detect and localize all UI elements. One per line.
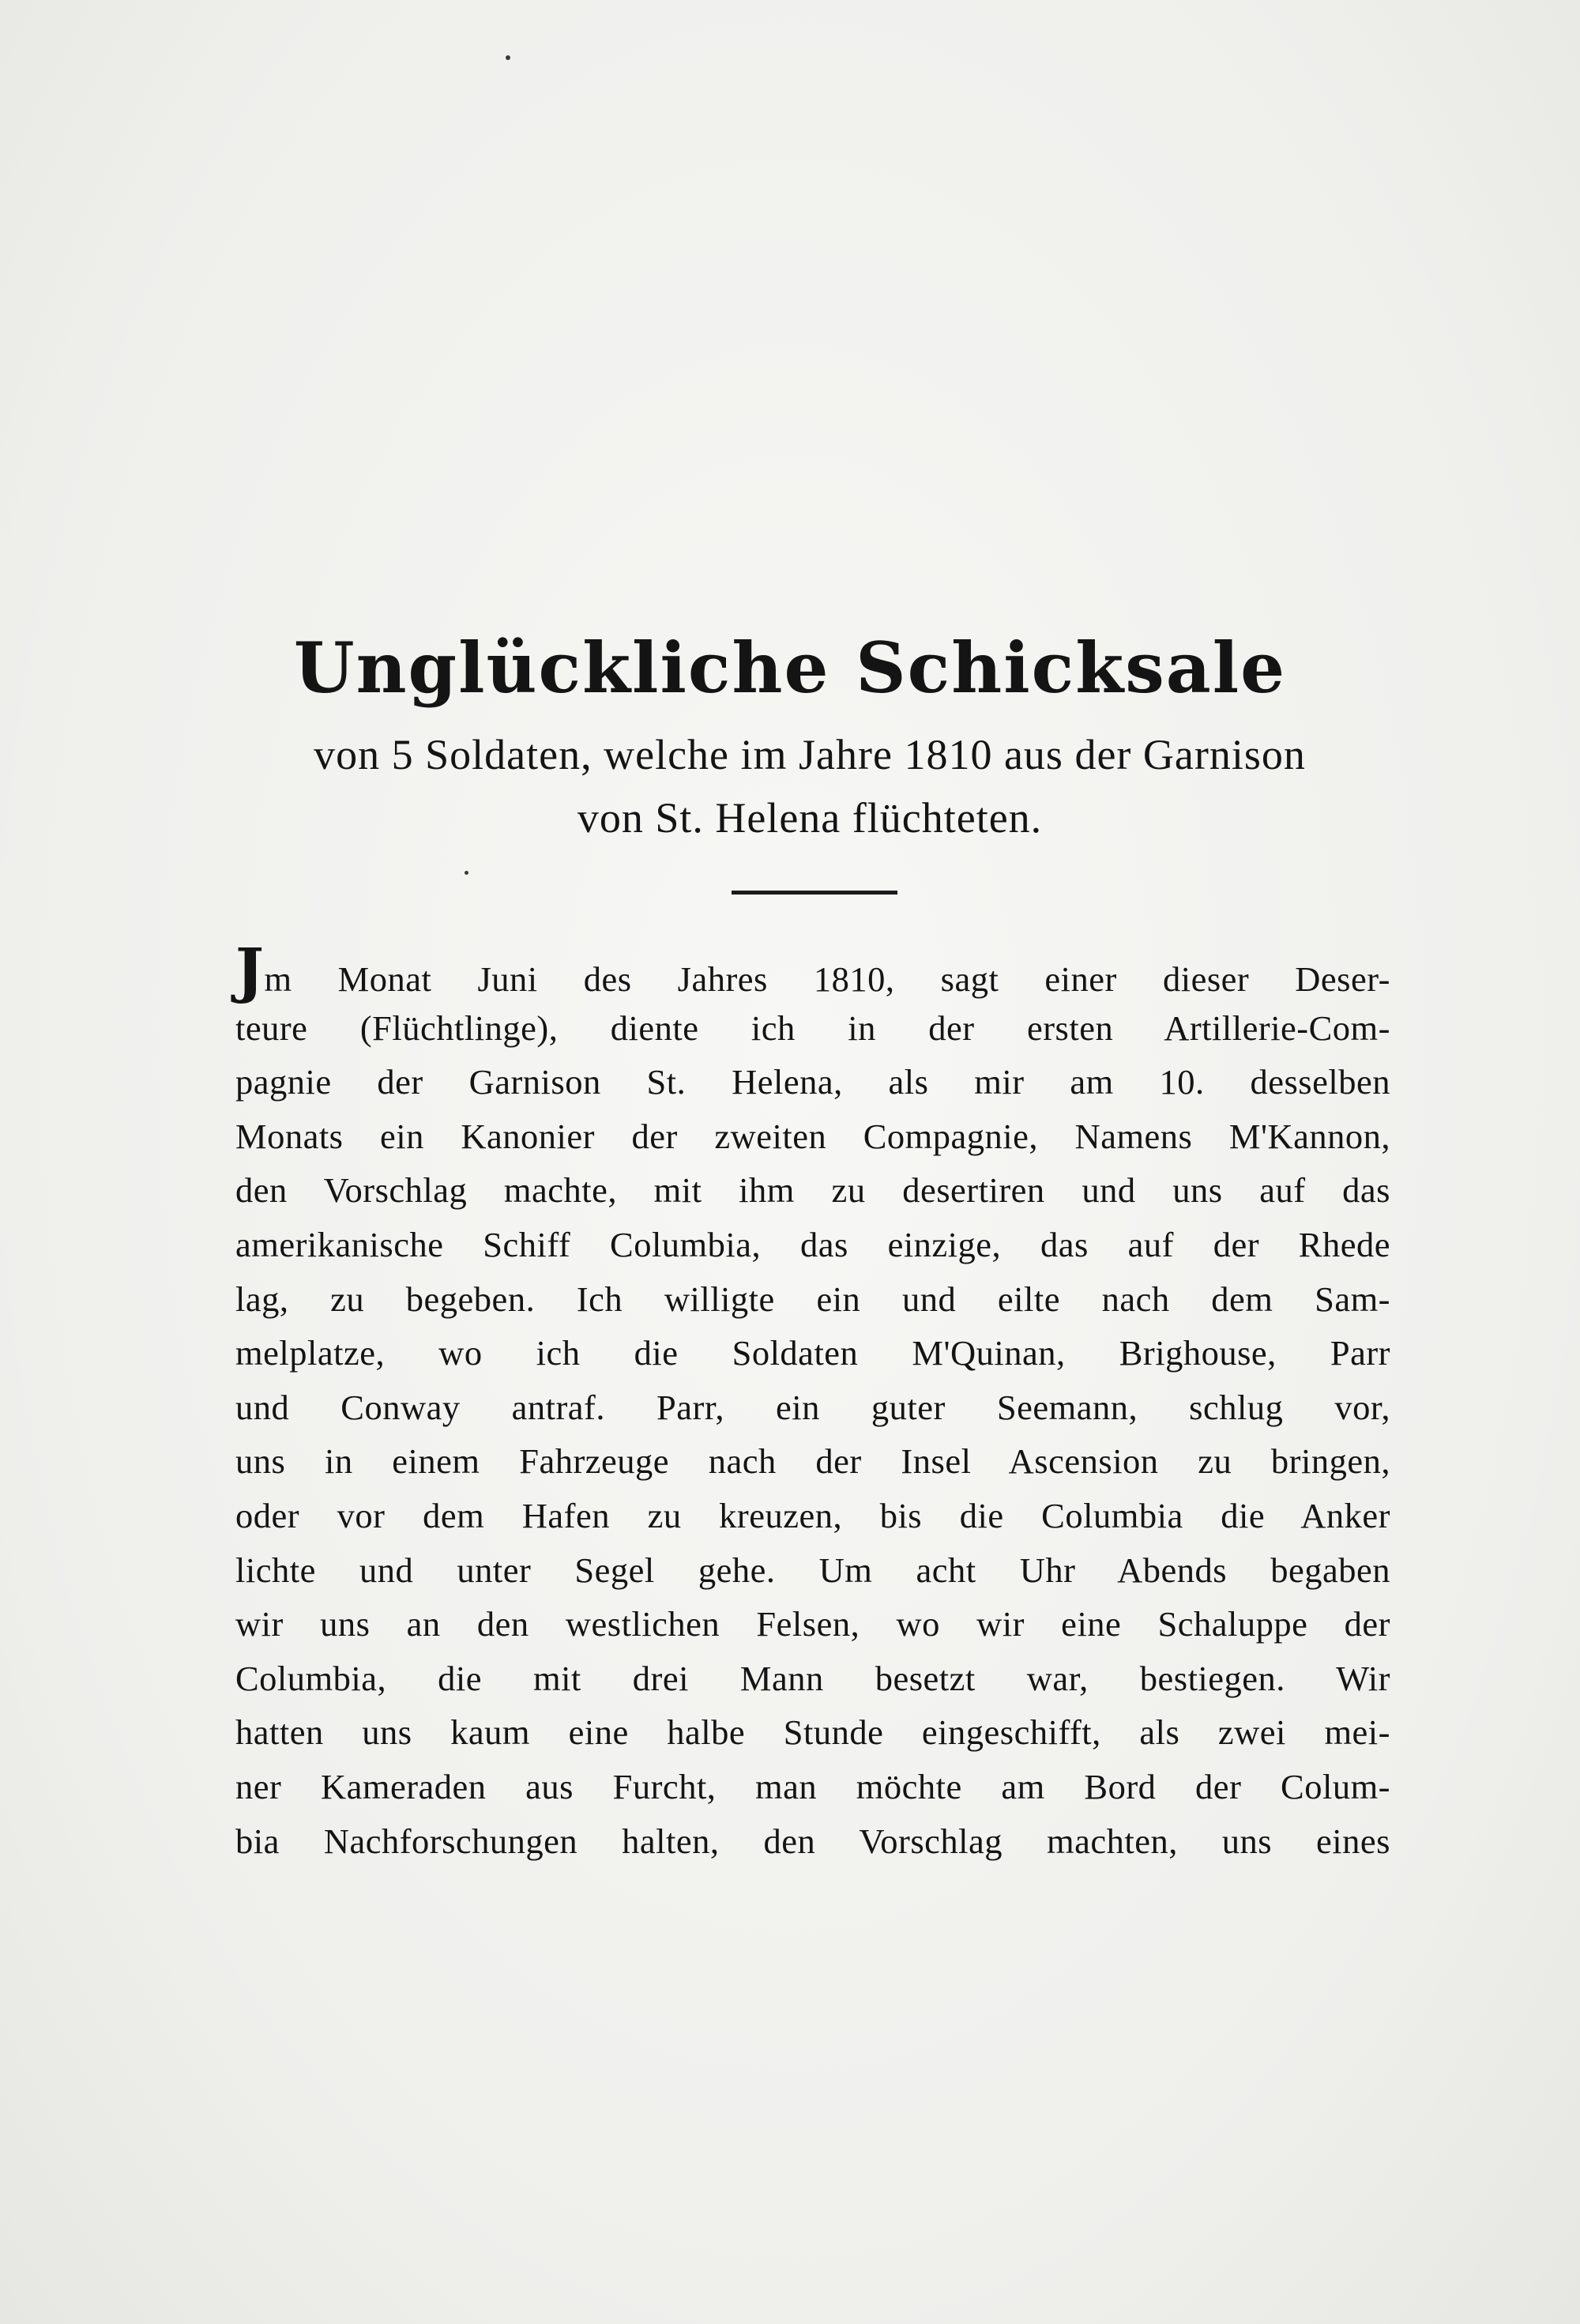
text-line: melplatze, wo ich die Soldaten M'Quinan, Brighouse, Parr	[235, 1333, 1390, 1373]
print-speck	[506, 55, 510, 60]
text-line: teure (Flüchtlinge), diente ich in der ersten Artillerie-Com-	[235, 1008, 1390, 1048]
text-line: pagnie der Garnison St. Helena, als mir am 10. desselben	[235, 1062, 1390, 1102]
text-line: ner Kameraden aus Furcht, man möchte am Bord der Colum-	[235, 1766, 1390, 1806]
text-line: amerikanische Schiff Columbia, das einzige, das auf der Rhede	[235, 1224, 1390, 1264]
print-speck	[465, 871, 468, 875]
page-title: Unglückliche Schicksale	[293, 627, 1287, 709]
subtitle-line-2: von St. Helena flüchteten.	[577, 794, 1043, 842]
text-line: wir uns an den westlichen Felsen, wo wir eine Schaluppe der	[235, 1604, 1390, 1644]
drop-initial: J	[235, 935, 265, 1005]
text-line	[235, 935, 1390, 1005]
text-line: lag, zu begeben. Ich willigte ein und eilte nach dem Sam-	[235, 1279, 1390, 1319]
text-line: Columbia, die mit drei Mann besetzt war, bestiegen. Wir	[235, 1658, 1390, 1698]
text-line: Monats ein Kanonier der zweiten Compagnie, Namens M'Kannon,	[235, 1116, 1390, 1156]
title-divider	[732, 891, 897, 895]
text-line-rest: m Monat Juni des Jahres 1810, sagt einer dieser Deser-	[264, 959, 1390, 999]
text-line: uns in einem Fahrzeuge nach der Insel Ascension zu bringen,	[235, 1441, 1390, 1482]
text-line: lichte und unter Segel gehe. Um acht Uhr Abends begaben	[235, 1550, 1390, 1590]
subtitle-line-1: von 5 Soldaten, welche im Jahre 1810 aus der Garnison	[314, 731, 1306, 778]
text-line: den Vorschlag machte, mit ihm zu desertiren und uns auf das	[235, 1170, 1390, 1211]
body-paragraph	[235, 935, 1390, 1868]
text-line: und Conway antraf. Parr, ein guter Seemann, schlug vor,	[235, 1387, 1390, 1427]
text-line: hatten uns kaum eine halbe Stunde eingeschifft, als zwei mei-	[235, 1712, 1390, 1753]
text-line: bia Nachforschungen halten, den Vorschlag machten, uns eines	[235, 1821, 1390, 1861]
text-line: oder vor dem Hafen zu kreuzen, bis die Columbia die Anker	[235, 1495, 1390, 1535]
